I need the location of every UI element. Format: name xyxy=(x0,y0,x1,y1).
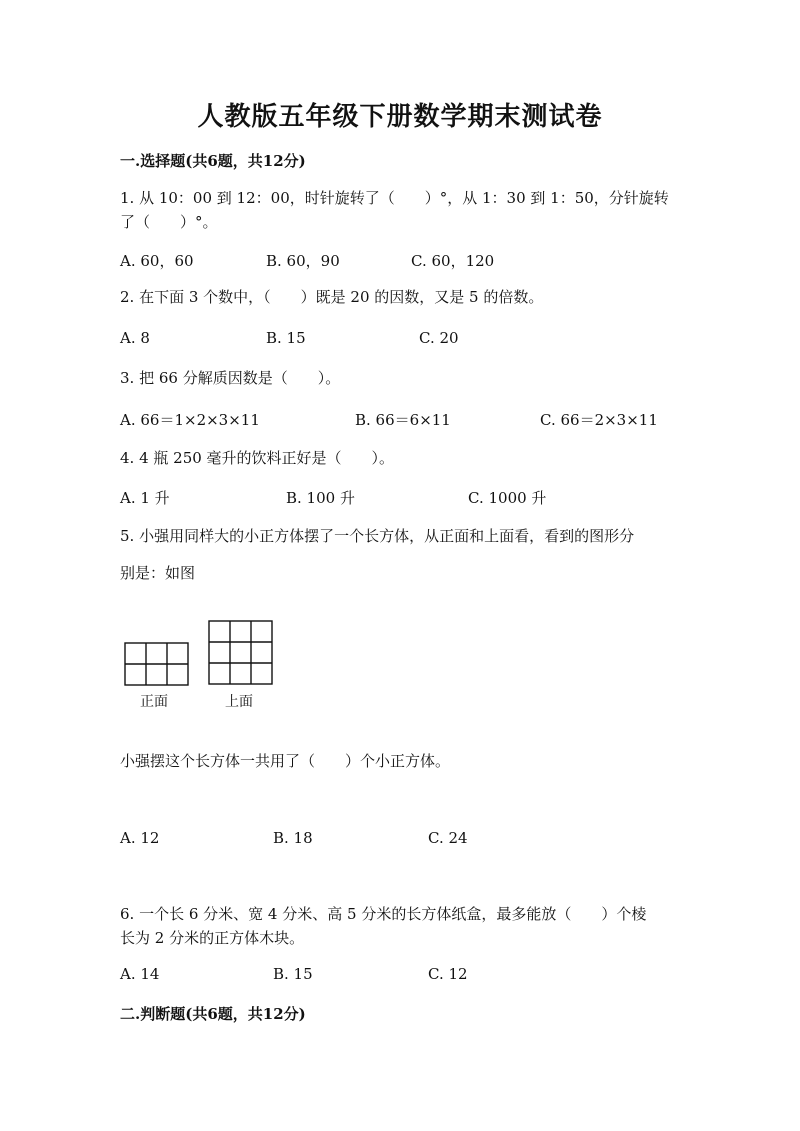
question-4-option-a: A. 1 升 xyxy=(120,489,170,507)
question-1-line-2: 了（ ）°。 xyxy=(120,213,218,231)
question-5-line-1: 5. 小强用同样大的小正方体摆了一个长方体，从正面和上面看，看到的图形分 xyxy=(120,527,635,545)
question-6-option-b: B. 15 xyxy=(273,965,313,983)
question-5-line-3: 小强摆这个长方体一共用了（ ）个小正方体。 xyxy=(120,752,451,770)
question-5-option-b: B. 18 xyxy=(273,829,313,847)
question-5-option-c: C. 24 xyxy=(428,829,468,847)
cube-views-figure xyxy=(118,614,288,714)
front-view-grid xyxy=(125,643,188,685)
question-2-option-b: B. 15 xyxy=(266,329,306,347)
question-2-text: 2. 在下面 3 个数中，（ ）既是 20 的因数，又是 5 的倍数。 xyxy=(120,288,544,306)
question-6-option-c: C. 12 xyxy=(428,965,468,983)
question-6-line-2: 长为 2 分米的正方体木块。 xyxy=(120,929,305,947)
question-3-option-c: C. 66＝2×3×11 xyxy=(540,411,658,429)
question-5-option-a: A. 12 xyxy=(120,829,160,847)
top-view-label: 上面 xyxy=(225,694,253,710)
question-3-option-b: B. 66＝6×11 xyxy=(355,411,451,429)
question-4-option-c: C. 1000 升 xyxy=(468,489,547,507)
question-3-option-a: A. 66＝1×2×3×11 xyxy=(120,411,260,429)
question-1-line-1: 1. 从 10：00 到 12：00，时针旋转了（ ）°，从 1：30 到 1：50，分针旋转 xyxy=(120,189,669,207)
question-1-option-b: B. 60，90 xyxy=(266,252,340,270)
page-title: 人教版五年级下册数学期末测试卷 xyxy=(197,102,603,132)
question-5-line-2: 别是：如图 xyxy=(120,564,196,582)
question-1-option-c: C. 60，120 xyxy=(411,252,495,270)
question-2-option-c: C. 20 xyxy=(419,329,459,347)
question-4-option-b: B. 100 升 xyxy=(286,489,355,507)
section-heading-choice: 一.选择题(共6题，共12分) xyxy=(120,152,306,170)
question-1-option-a: A. 60，60 xyxy=(120,252,194,270)
question-4-text: 4. 4 瓶 250 毫升的饮料正好是（ ）。 xyxy=(120,449,395,467)
question-6-line-1: 6. 一个长 6 分米、宽 4 分米、高 5 分米的长方体纸盒，最多能放（ ）个棱 xyxy=(120,905,647,923)
question-6-option-a: A. 14 xyxy=(120,965,160,983)
question-2-option-a: A. 8 xyxy=(120,329,150,347)
question-3-text: 3. 把 66 分解质因数是（ ）。 xyxy=(120,369,341,387)
front-view-label: 正面 xyxy=(140,694,168,710)
top-view-grid xyxy=(209,621,272,684)
section-heading-judgement: 二.判断题(共6题，共12分) xyxy=(120,1005,306,1023)
